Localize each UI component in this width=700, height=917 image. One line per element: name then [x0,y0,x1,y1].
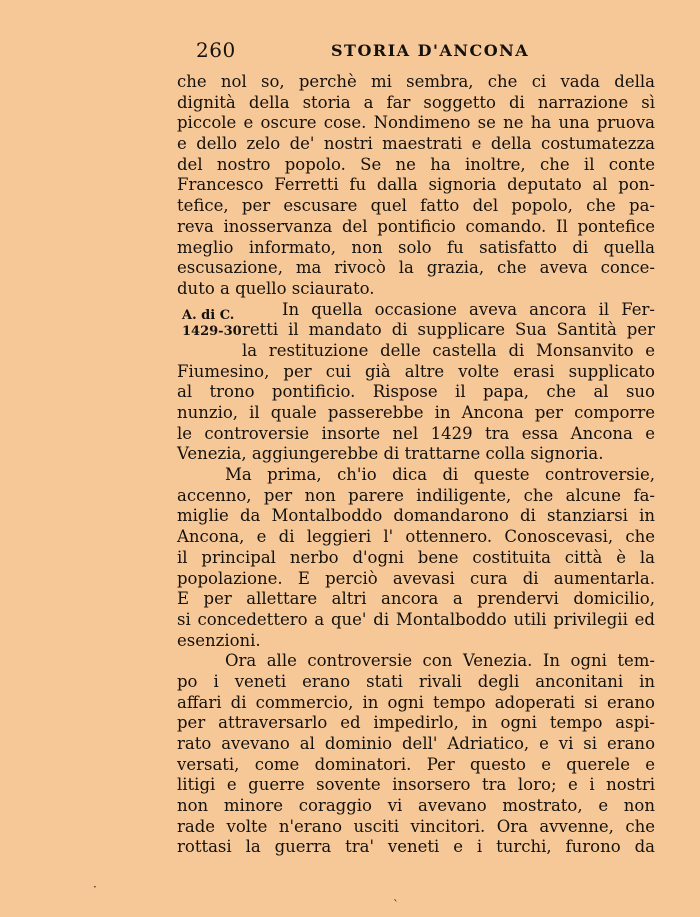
page-number: 260 [196,38,236,62]
text-line: piccole e oscure cose. Nondimeno se ne ha una pruova [177,113,655,133]
text-line: tefice, per escusare quel fatto del popolo, che pa- [177,196,655,216]
text-line: accenno, per non parere indiligente, che alcune fa- [177,485,655,505]
text-line: versati, come dominatori. Per questo e querele e [177,754,655,774]
text-line: nunzio, il quale passerebbe in Ancona per comporre [177,403,655,422]
text-line: meglio informato, non solo fu satisfatto di quella [177,237,655,257]
text-line: retti il mandato di supplicare Sua Santità per [242,320,655,340]
text-line: reva inosservanza del pontificio comando. Il pontefice [177,216,655,236]
text-line: rottasi la guerra tra' veneti e i turchi, furono da [177,837,655,857]
ink-speck: ˋ [393,898,399,912]
text-line: popolazione. E perciò avevasi cura di aumentarla. [177,568,655,588]
margin-note-label: A. di C. [182,308,235,323]
text-line: che nol so, perchè mi sembra, che ci vada della [177,72,655,91]
text-line: affari di commercio, in ogni tempo adoperati si erano [177,692,655,712]
text-line: Francesco Ferretti fu dalla signoria deputato al pon- [177,175,655,195]
body-text [177,72,655,858]
text-line: Ancona, e di leggieri l' ottennero. Conoscevasi, che [177,527,655,547]
text-line: esenzioni. [177,630,261,650]
text-line: duto a quello sciaurato. [177,278,375,298]
text-line: rade volte n'erano usciti vincitori. Ora avvenne, che [177,816,655,836]
text-line: del nostro popolo. Se ne ha inoltre, che il conte [177,154,655,174]
page-header [196,38,656,66]
text-line: si concedettero a que' di Montalboddo utili privilegii ed [177,609,655,629]
text-line: po i veneti erano stati rivali degli anconitani in [177,671,655,691]
ink-speck: · [93,880,97,894]
text-line: Venezia, aggiungerebbe di trattarne colla signoria. [177,444,604,464]
text-line: il principal nerbo d'ogni bene costituita città è la [177,547,655,567]
text-line: rato avevano al dominio dell' Adriatico, e vi si erano [177,734,655,753]
text-line: miglie da Montalboddo domandarono di stanziarsi in [177,506,655,526]
paragraph-start-line: Ma prima, ch'io dica di queste controversie, [225,465,655,485]
paragraph-start-line: In quella occasione aveva ancora il Fer- [282,299,655,319]
text-line: e dello zelo de' nostri maestrati e della costumatezza [177,134,655,154]
text-line: al trono pontificio. Rispose il papa, che al suo [177,382,655,402]
text-line: E per allettare altri ancora a prendervi domicilio, [177,589,655,609]
margin-note-years: 1429-30 [182,324,242,339]
text-line: non minore coraggio vi avevano mostrato, e non [177,796,655,816]
text-line: litigi e guerre sovente insorsero tra loro; e i nostri [177,775,655,795]
text-line: escusazione, ma rivocò la grazia, che aveva conce- [177,258,655,278]
running-head: STORIA D'ANCONA [331,41,530,60]
text-line: le controversie insorte nel 1429 tra essa Ancona e [177,423,655,443]
text-line: dignità della storia a far soggetto di narrazione sì [177,92,655,112]
text-line: Fiumesino, per cui già altre volte erasi supplicato [177,361,655,381]
text-line: la restituzione delle castella di Monsanvito e [242,340,655,360]
text-line: per attraversarlo ed impedirlo, in ogni tempo aspi- [177,713,655,733]
paragraph-start-line: Ora alle controversie con Venezia. In ogni tem- [225,651,655,671]
